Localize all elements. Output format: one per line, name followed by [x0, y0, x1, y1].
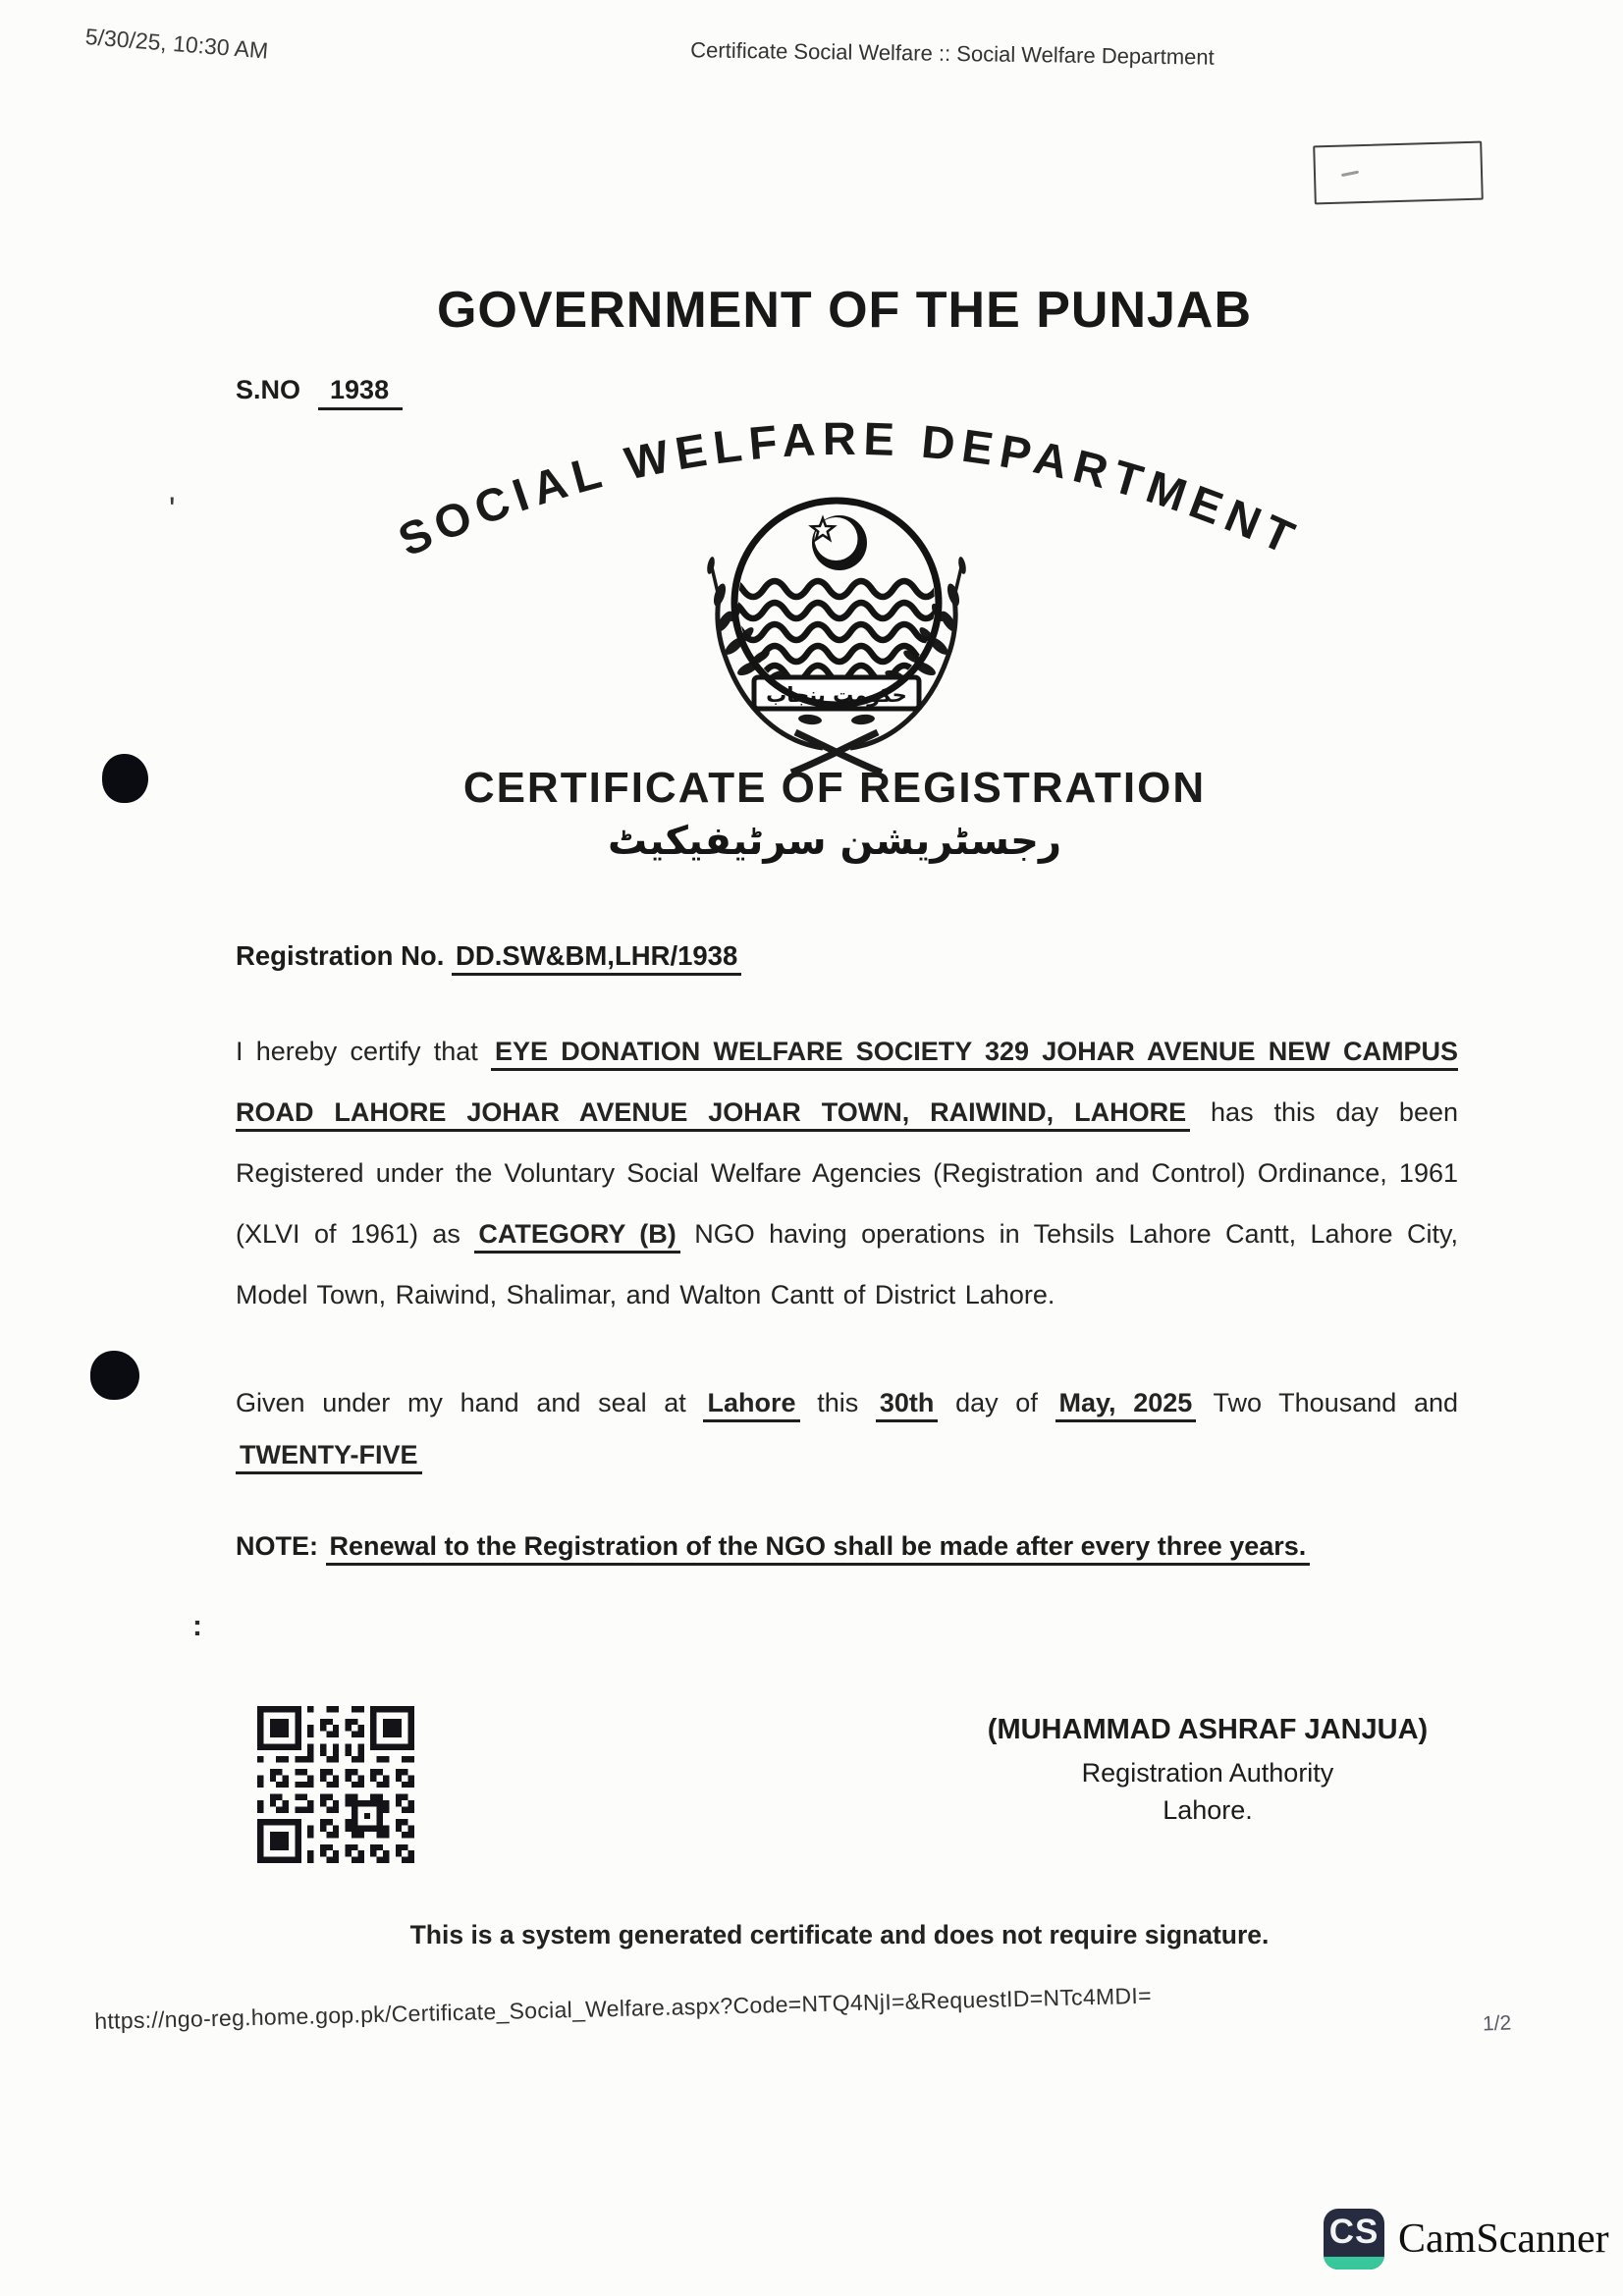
camscanner-icon-strip [1324, 2257, 1384, 2269]
issue-day: 30th [876, 1388, 939, 1422]
svg-text:SOCIAL WELFARE DEPARTMENT: SOCIAL WELFARE DEPARTMENT [390, 411, 1309, 566]
camscanner-cs-text: CS [1328, 2213, 1380, 2251]
note-label: NOTE: [236, 1531, 326, 1561]
government-title: GOVERNMENT OF THE PUNJAB [436, 282, 1253, 339]
issue-year-words: TWENTY-FIVE [236, 1440, 422, 1474]
camscanner-watermark [1324, 2209, 1609, 2269]
certify-middle: has this day been Registered under the Voluntary Social Welfare Agencies (Registration and Control) Ordinance, 1961 (XLVI of 1961) as [236, 1097, 1458, 1249]
crescent-and-star-icon [812, 515, 867, 570]
signatory-designation: Registration Authority [1081, 1758, 1334, 1788]
signatory-name: (MUHAMMAD ASHRAF JANJUA) [987, 1714, 1429, 1745]
certify-intro: I hereby certify that [236, 1037, 492, 1066]
registration-number: DD.SW&BM,LHR/1938 [452, 940, 741, 976]
signatory-block [933, 1714, 1483, 1833]
svg-text:حکومت پنجاب: حکومت پنجاب [766, 683, 907, 707]
signatory-city: Lahore. [1163, 1795, 1253, 1825]
serial-label: S.NO [236, 375, 301, 404]
punch-hole-mark-top [102, 754, 148, 803]
print-datetime: 5/30/25, 10:30 AM [83, 24, 270, 64]
registration-number-line [236, 940, 741, 972]
serial-number: 1938 [318, 375, 403, 410]
note-line [236, 1531, 1310, 1562]
punch-hole-mark-bottom [90, 1351, 139, 1400]
issue-conn1: this [799, 1388, 876, 1417]
certification-paragraph [236, 1021, 1458, 1325]
print-footer-url: https://ngo-reg.home.gop.pk/Certificate_Social_Welfare.aspx?Code=NTQ4NjI=&RequestID=NTc4MDI= [94, 1982, 1153, 2034]
punjab-government-emblem [679, 487, 994, 781]
print-footer-page: 1/2 [1482, 2011, 1512, 2036]
registration-label: Registration No. [236, 940, 453, 971]
system-generated-note: This is a system generated certificate and does not require signature. [409, 1920, 1270, 1949]
pen-mark [1341, 171, 1359, 178]
print-doc-title: Certificate Social Welfare :: Social Welfare Department [690, 37, 1215, 70]
camscanner-icon [1324, 2209, 1384, 2269]
issue-month-year: May, 2025 [1055, 1388, 1197, 1422]
empty-stamp-box [1313, 141, 1484, 205]
certificate-title-urdu: رجسٹریشن سرٹیفیکیٹ [607, 819, 1062, 864]
issuance-paragraph [236, 1377, 1458, 1481]
scan-artifact-apostrophe: ' [169, 491, 176, 528]
certify-tail: NGO having operations in Tehsils Lahore Cantt, Lahore City, Model Town, Raiwind, Shalimar, and Walton Cantt of District Lahore. [236, 1219, 1458, 1309]
issue-prefix: Given under my hand and seal at [236, 1388, 704, 1417]
camscanner-label: CamScanner [1398, 2216, 1609, 2262]
organization-name: EYE DONATION WELFARE SOCIETY 329 JOHAR AVENUE NEW CAMPUS ROAD LAHORE JOHAR AVENUE JOHAR TOWN, RAIWIND, LAHORE [236, 1037, 1458, 1132]
category-label: CATEGORY (B) [474, 1219, 679, 1254]
qr-code [257, 1706, 414, 1863]
issue-conn2: day of [938, 1388, 1055, 1417]
note-text: Renewal to the Registration of the NGO shall be made after every three years. [326, 1531, 1311, 1566]
issue-conn3: Two Thousand and [1196, 1388, 1458, 1417]
issue-place: Lahore [703, 1388, 799, 1422]
scan-artifact-colon: : [192, 1610, 202, 1642]
certificate-title: CERTIFICATE OF REGISTRATION [462, 764, 1207, 812]
